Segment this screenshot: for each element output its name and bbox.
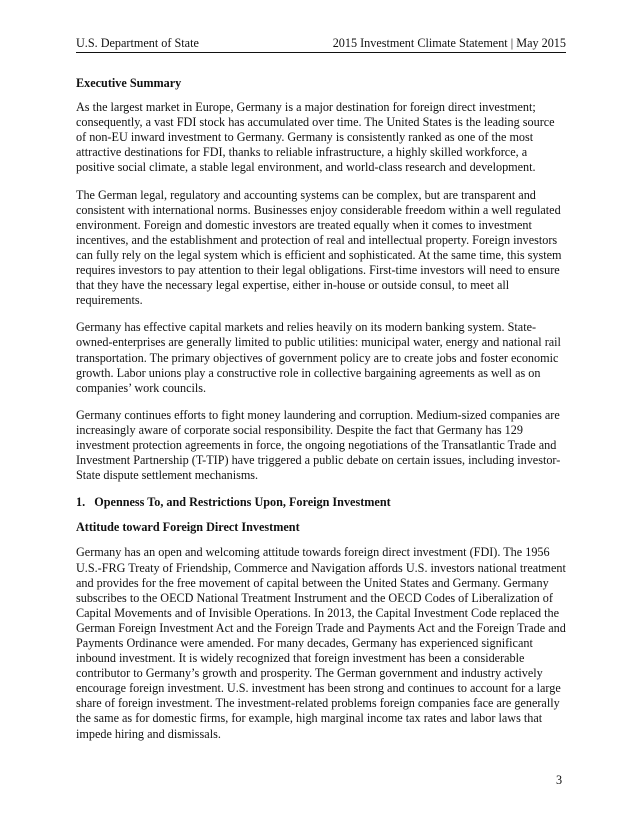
summary-paragraph-4: Germany continues efforts to fight money laundering and corruption. Medium-sized companies are increasingly aware of corporate social responsibility. Despite the fact that Germany has 129 investment protection agreements in force, the ongoing negotiations of the Transatlantic Trade and Investment Partnership (T-TIP) have triggered a public debate on certain issues, including investor-State dispute settlement mechanisms. bbox=[76, 407, 561, 483]
section-1-heading: 1. Openness To, and Restrictions Upon, Foreign Investment bbox=[76, 495, 391, 510]
document-body bbox=[76, 76, 566, 754]
page-header bbox=[76, 36, 566, 53]
executive-summary-heading: Executive Summary bbox=[76, 76, 182, 90]
page-number: 3 bbox=[556, 773, 563, 787]
summary-paragraph-3: Germany has effective capital markets and relies heavily on its modern banking system. State-owned-enterprises are generally limited to public utilities: municipal water, energy and national rail transportation. The primary objectives of government policy are to create jobs and foster economic growth. Labor unions play a constructive role in collective bargaining agreements as well as on companies’ work councils. bbox=[76, 320, 561, 395]
summary-paragraph-2: The German legal, regulatory and accounting systems can be complex, but are transparent and consistent with international norms. Businesses enjoy considerable freedom within a well regulated environment. Foreign and domestic investors are treated equally when it comes to investment incentives, and the establishment and protection of real and intellectual property. Foreign investors can fully rely on the legal system which is efficient and sophisticated. At the same time, this system requires investors to pay attention to their legal obligations. First-time investors will need to ensure that they have the necessary legal expertise, either in-house or outside consul, to meet all requirements. bbox=[76, 187, 562, 308]
summary-paragraph-1: As the largest market in Europe, Germany is a major destination for foreign direct investment; consequently, a vast FDI stock has accumulated over time. The United States is the leading source of non-EU inward investment to Germany. Germany is consistently ranked as one of the most attractive destinations for FDI, thanks to reliable infrastructure, a highly skilled workforce, a positive social climate, a stable legal environment, and world-class research and development. bbox=[76, 100, 555, 175]
section-1-subheading: Attitude toward Foreign Direct Investment bbox=[76, 520, 300, 535]
header-department: U.S. Department of State bbox=[76, 36, 199, 50]
header-report-title: 2015 Investment Climate Statement | May 2015 bbox=[332, 36, 566, 50]
section-1-paragraph: Germany has an open and welcoming attitude towards foreign direct investment (FDI). The 1956 U.S.-FRG Treaty of Friendship, Commerce and Navigation affords U.S. investors national treatment and provides for the free movement of capital between the United States and Germany. Germany subscribes to the OECD National Treatment Instrument and the OECD Codes of Liberalization of Capital Movements and of Invisible Operations. In 2013, the Capital Investment Code replaced the German Foreign Investment Act and the Foreign Trade and Payments Act and the Foreign Trade and Payments Ordinance were amended. For many decades, Germany has experienced significant inbound investment. It is widely recognized that foreign investment has been a considerable contributor to Germany’s growth and prosperity. The German government and industry actively encourage foreign investment. U.S. investment has been strong and continues to account for a large share of foreign investment. The investment-related problems foreign companies face are generally the same as for domestic firms, for example, high marginal income tax rates and labor laws that impede hiring and dismissals. bbox=[76, 545, 566, 741]
